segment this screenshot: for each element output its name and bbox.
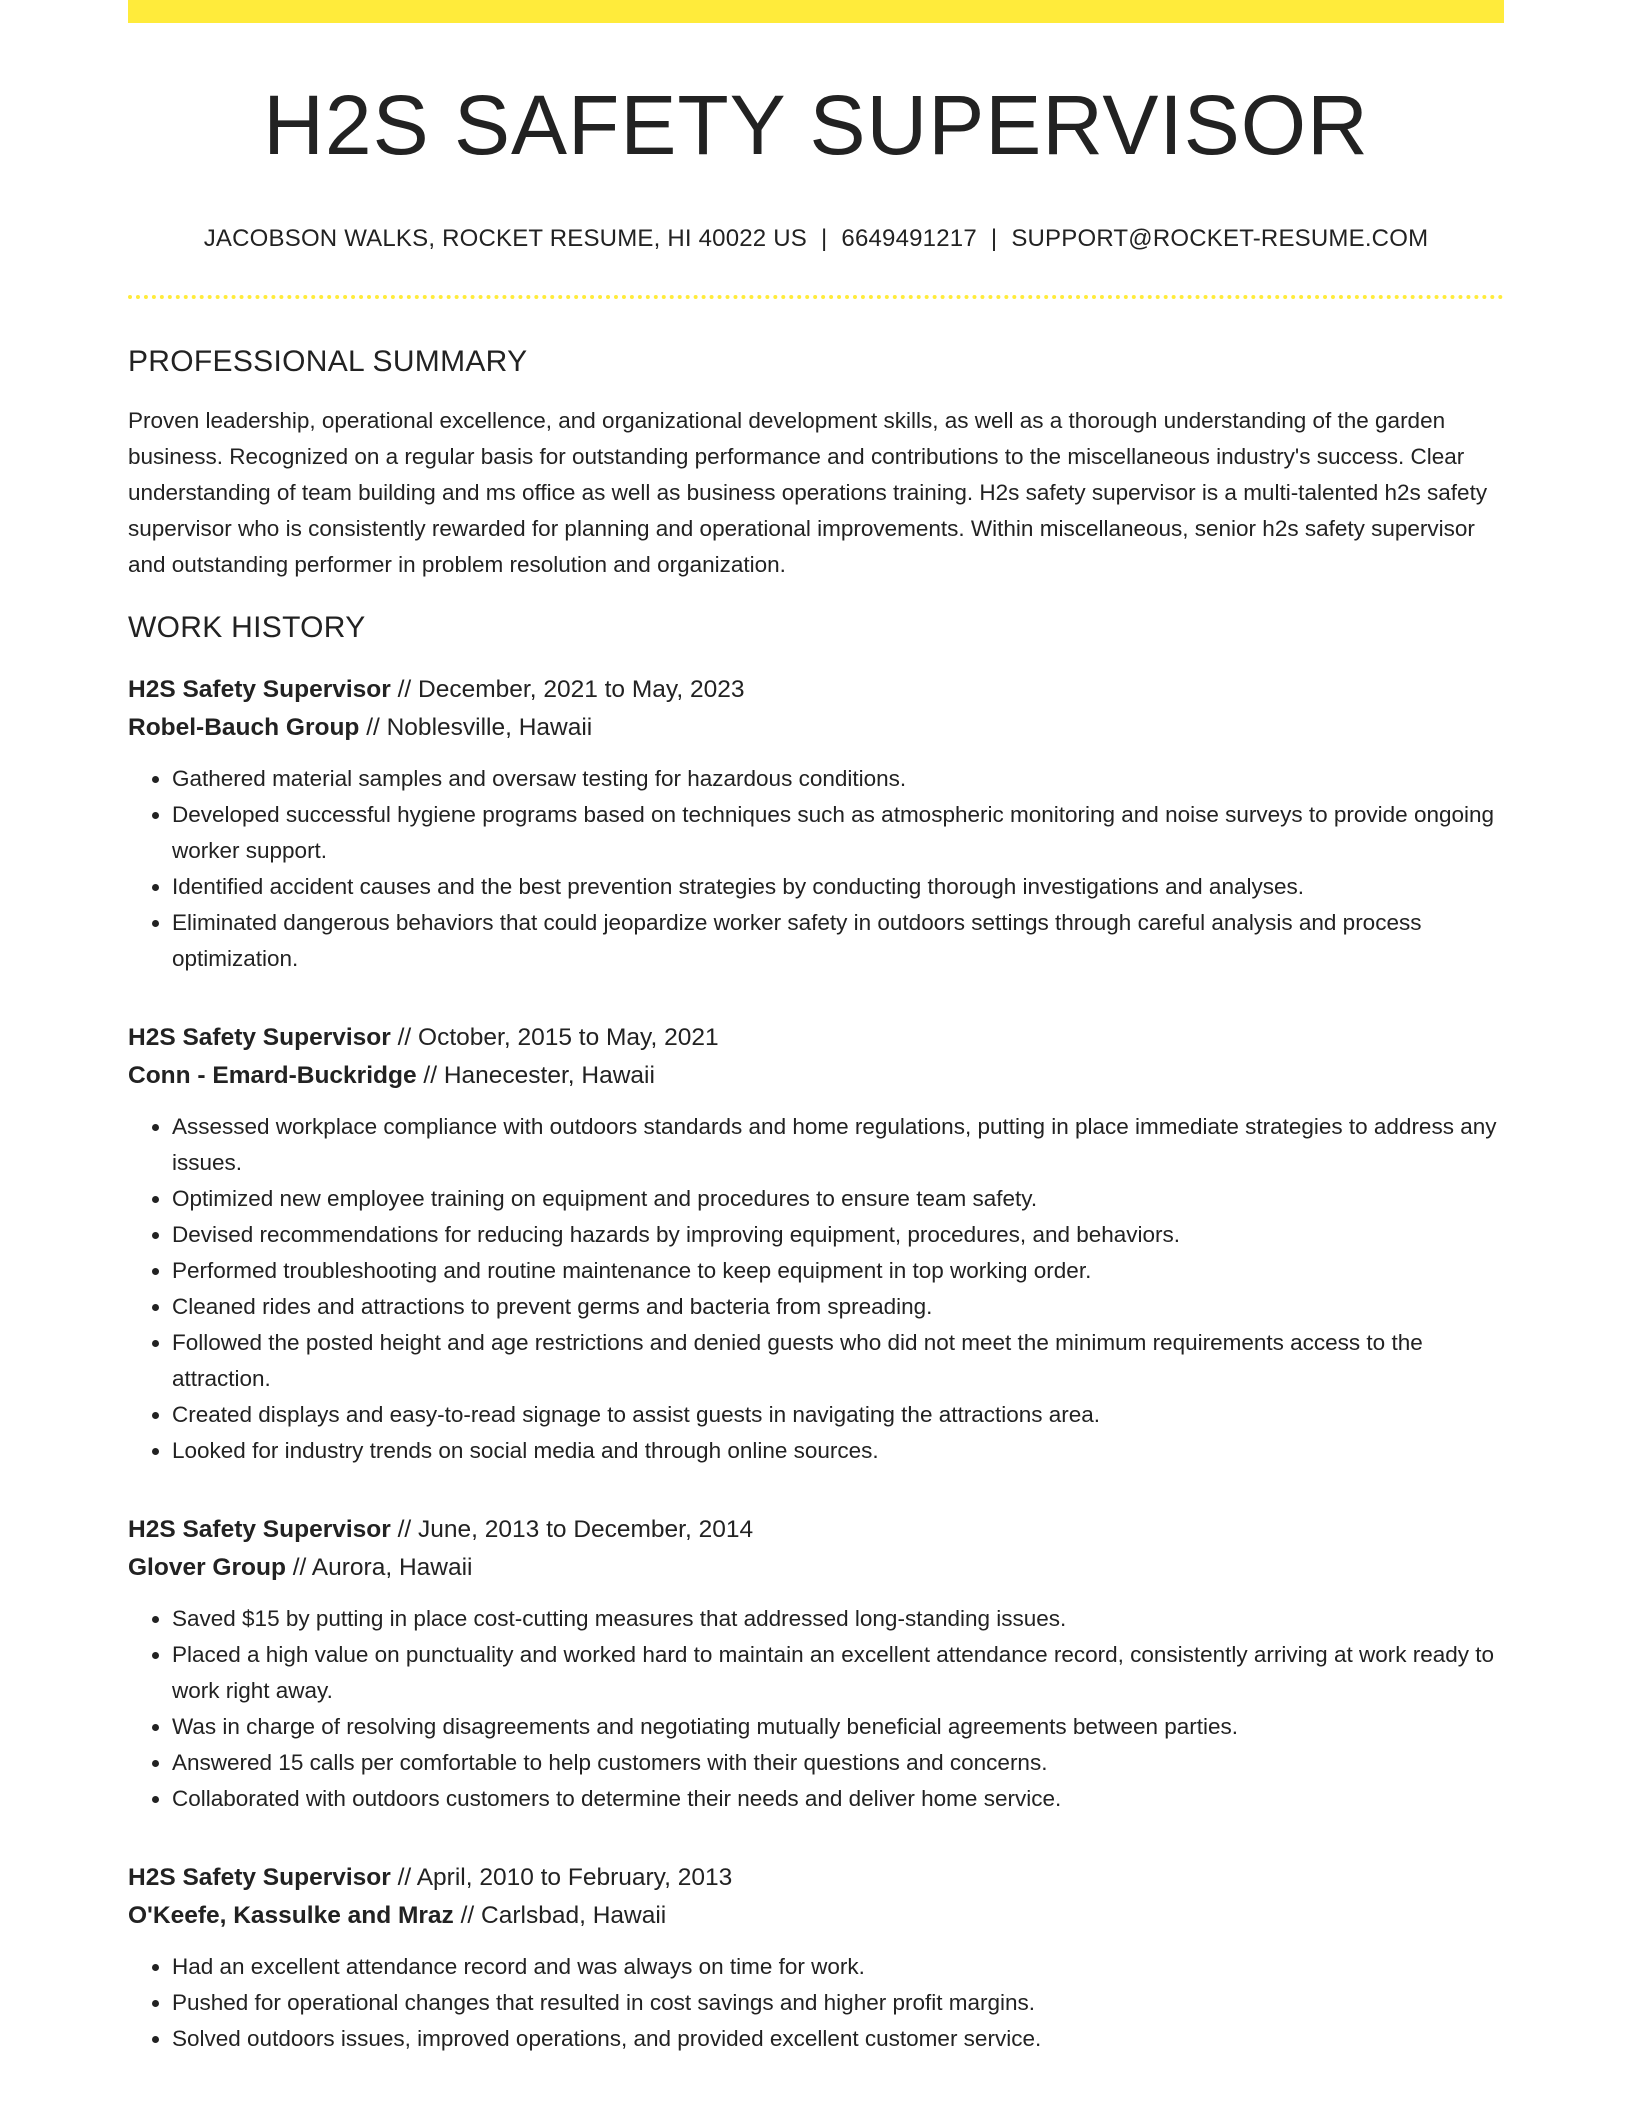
job-entry: [128, 1511, 1504, 1817]
job-title-line: [128, 1859, 1504, 1897]
job-company: O'Keefe, Kassulke and Mraz: [128, 1902, 454, 1929]
job-dates: // December, 2021 to May, 2023: [390, 676, 745, 703]
job-bullet: • Solved outdoors issues, improved operations, and provided excellent customer service.: [172, 2021, 1504, 2057]
contact-separator: |: [990, 225, 998, 252]
work-history-list: [128, 671, 1504, 2057]
resume-name: H2S SAFETY SUPERVISOR: [263, 78, 1369, 172]
job-dates: // October, 2015 to May, 2021: [390, 1024, 719, 1051]
contact-separator: |: [820, 225, 828, 252]
job-title: H2S Safety Supervisor: [128, 1516, 391, 1543]
job-title: H2S Safety Supervisor: [128, 1024, 391, 1051]
job-location: // Noblesville, Hawaii: [359, 714, 593, 741]
job-title-line: [128, 671, 1504, 709]
job-bullet-list: [128, 1949, 1504, 2057]
job-entry: [128, 671, 1504, 977]
job-bullet-list: [128, 1109, 1504, 1469]
contact-line: [128, 225, 1504, 253]
job-bullet: • Eliminated dangerous behaviors that could jeopardize worker safety in outdoors settings through careful analysis and process optimization.: [172, 905, 1504, 977]
job-entry: [128, 1859, 1504, 2057]
job-bullet: • Developed successful hygiene programs based on techniques such as atmospheric monitoring and noise surveys to provide ongoing worker support.: [172, 797, 1504, 869]
job-bullet-list: [128, 1601, 1504, 1817]
resume-page: [128, 0, 1504, 2057]
job-company-line: [128, 1897, 1504, 1935]
job-bullet: • Followed the posted height and age restrictions and denied guests who did not meet the minimum requirements access to the attraction.: [172, 1325, 1504, 1397]
contact-phone: 6649491217: [841, 225, 977, 252]
job-bullet: • Had an excellent attendance record and was always on time for work.: [172, 1949, 1504, 1985]
job-location: // Carlsbad, Hawaii: [453, 1902, 667, 1929]
job-bullet: • Looked for industry trends on social media and through online sources.: [172, 1433, 1504, 1469]
job-company-line: [128, 1549, 1504, 1587]
job-title: H2S Safety Supervisor: [128, 676, 391, 703]
job-bullet: • Saved $15 by putting in place cost-cutting measures that addressed long-standing issues.: [172, 1601, 1504, 1637]
job-bullet: • Identified accident causes and the best prevention strategies by conducting thorough investigations and analyses.: [172, 869, 1504, 905]
job-title-line: [128, 1511, 1504, 1549]
job-company: Robel-Bauch Group: [128, 714, 360, 741]
summary-text: Proven leadership, operational excellence, and organizational development skills, as well as a thorough understanding of the garden business. Recognized on a regular basis for outstanding performance and contributions to the miscellaneous industry's success. Clear understanding of team building and ms office as well as business operations training. H2s safety supervisor is a multi-talented h2s safety supervisor who is consistently rewarded for planning and operational improvements. Within miscellaneous, senior h2s safety supervisor and outstanding performer in problem resolution and organization.: [128, 408, 1488, 577]
job-bullet: • Performed troubleshooting and routine maintenance to keep equipment in top working order.: [172, 1253, 1504, 1289]
accent-bar: [128, 0, 1504, 23]
job-company-line: [128, 1057, 1504, 1095]
job-company-line: [128, 709, 1504, 747]
job-location: // Aurora, Hawaii: [285, 1554, 473, 1581]
contact-email: SUPPORT@ROCKET-RESUME.COM: [1011, 225, 1429, 252]
job-bullet: • Collaborated with outdoors customers to determine their needs and deliver home service.: [172, 1781, 1504, 1817]
job-title-line: [128, 1019, 1504, 1057]
job-dates: // April, 2010 to February, 2013: [390, 1864, 733, 1891]
job-entry: [128, 1019, 1504, 1469]
job-bullet-list: [128, 761, 1504, 977]
job-dates: // June, 2013 to December, 2014: [390, 1516, 754, 1543]
job-bullet: • Was in charge of resolving disagreements and negotiating mutually beneficial agreements between parties.: [172, 1709, 1504, 1745]
work-history-heading: WORK HISTORY: [128, 611, 366, 644]
job-bullet: • Optimized new employee training on equipment and procedures to ensure team safety.: [172, 1181, 1504, 1217]
contact-address: JACOBSON WALKS, ROCKET RESUME, HI 40022 US: [203, 225, 807, 252]
job-bullet: • Answered 15 calls per comfortable to help customers with their questions and concerns.: [172, 1745, 1504, 1781]
job-bullet: • Placed a high value on punctuality and worked hard to maintain an excellent attendance record, consistently arriving at work ready to work right away.: [172, 1637, 1504, 1709]
job-bullet: • Assessed workplace compliance with outdoors standards and home regulations, putting in place immediate strategies to address any issues.: [172, 1109, 1504, 1181]
job-bullet: • Pushed for operational changes that resulted in cost savings and higher profit margins.: [172, 1985, 1504, 2021]
job-bullet: • Devised recommendations for reducing hazards by improving equipment, procedures, and behaviors.: [172, 1217, 1504, 1253]
job-company: Glover Group: [128, 1554, 286, 1581]
job-location: // Hanecester, Hawaii: [416, 1062, 655, 1089]
job-title: H2S Safety Supervisor: [128, 1864, 391, 1891]
job-bullet: • Cleaned rides and attractions to prevent germs and bacteria from spreading.: [172, 1289, 1504, 1325]
job-company: Conn - Emard-Buckridge: [128, 1062, 417, 1089]
job-bullet: • Gathered material samples and oversaw testing for hazardous conditions.: [172, 761, 1504, 797]
summary-heading: PROFESSIONAL SUMMARY: [128, 345, 528, 378]
divider: [128, 295, 1504, 299]
job-bullet: • Created displays and easy-to-read signage to assist guests in navigating the attractions area.: [172, 1397, 1504, 1433]
